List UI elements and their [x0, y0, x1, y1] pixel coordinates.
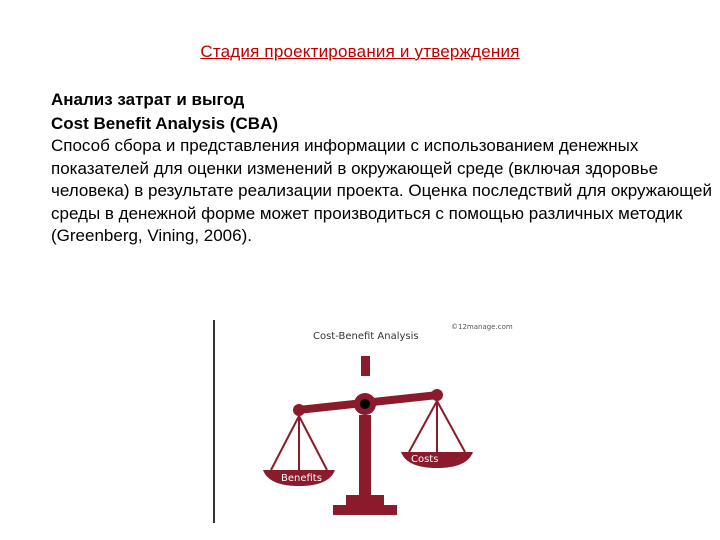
- slide-title: Стадия проектирования и утверждения: [200, 42, 520, 61]
- figure-title: Cost-Benefit Analysis: [313, 331, 419, 342]
- balance-scale-icon: [213, 320, 516, 523]
- cost-benefit-figure: [213, 320, 516, 523]
- figure-credit: ©12manage.com: [451, 323, 513, 331]
- costs-pan-label: Costs: [411, 454, 439, 465]
- section-subheading: Cost Benefit Analysis (CBA): [51, 114, 279, 133]
- benefits-pan-label: Benefits: [281, 473, 322, 484]
- body-paragraph: Способ сбора и представления информации с использованием денежных показателей для оценки изменений в окружающей среде (включая здоровье человека) в результате реализации проекта. Оценка последствий для окружающей среды в денежной форме может производиться с помощью различных методик (Greenberg, Vining, 2006).: [51, 136, 712, 246]
- section-heading: Анализ затрат и выгод: [51, 90, 245, 109]
